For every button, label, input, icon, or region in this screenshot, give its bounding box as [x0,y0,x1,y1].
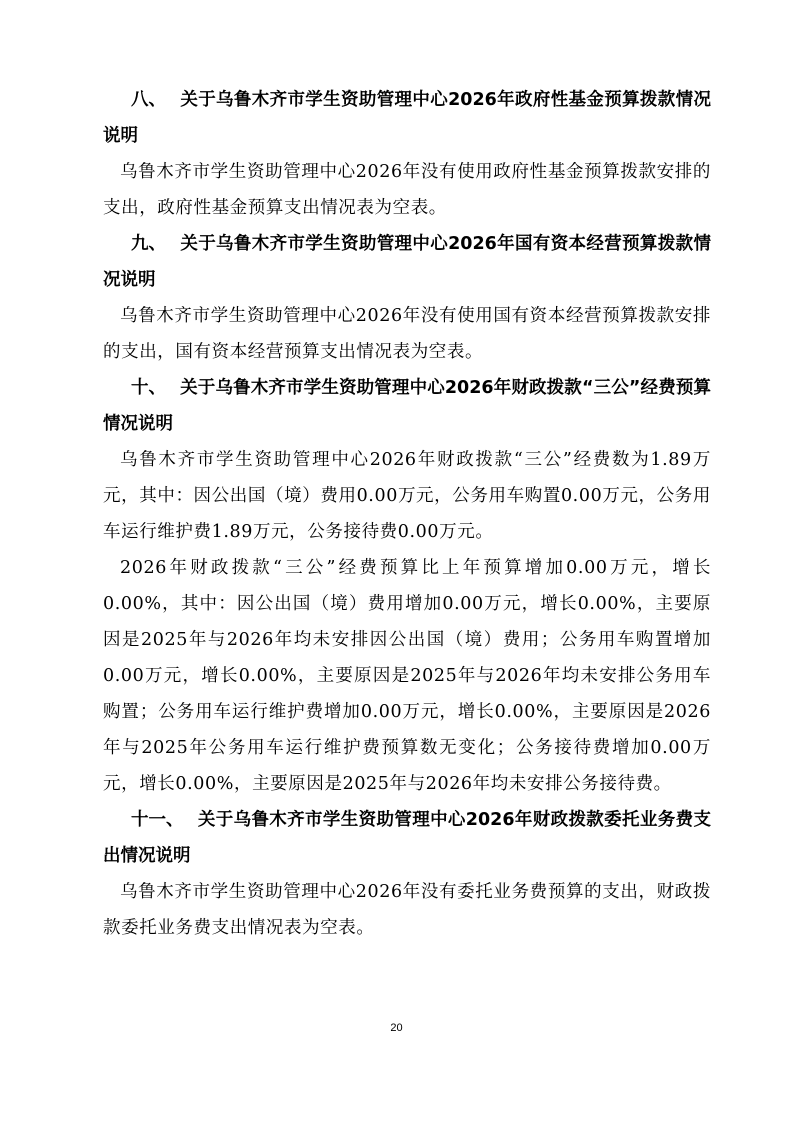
section-heading-9 [103,226,711,298]
body-paragraph: 乌鲁木齐市学生资助管理中心2026年没有使用国有资本经营预算拨款安排的支出，国有资本经营预算支出情况表为空表。 [103,306,711,362]
body-paragraph: 乌鲁木齐市学生资助管理中心2026年没有使用政府性基金预算拨款安排的支出，政府性基金预算支出情况表为空表。 [103,162,711,218]
section-title: 关于乌鲁木齐市学生资助管理中心2026年政府性基金预算拨款情况说明 [103,90,711,146]
document-body [103,82,711,946]
section-number: 八、 [131,90,166,110]
page-number: 20 [390,1022,403,1034]
body-paragraph: 乌鲁木齐市学生资助管理中心2026年财政拨款“三公”经费数为1.89万元，其中：因公出国（境）费用0.00万元，公务用车购置0.00万元，公务用车运行维护费1.89万元，公务接待费0.00万元。 [103,450,711,542]
section-heading-11 [103,802,711,874]
body-paragraph: 乌鲁木齐市学生资助管理中心2026年没有委托业务费预算的支出，财政拨款委托业务费支出情况表为空表。 [103,882,711,938]
section-number: 十一、 [131,810,184,830]
section-title: 关于乌鲁木齐市学生资助管理中心2026年国有资本经营预算拨款情况说明 [103,234,711,290]
section-number: 九、 [131,234,166,254]
section-title: 关于乌鲁木齐市学生资助管理中心2026年财政拨款“三公”经费预算情况说明 [103,378,711,434]
section-heading-8 [103,82,711,154]
section-title: 关于乌鲁木齐市学生资助管理中心2026年财政拨款委托业务费支出情况说明 [103,810,711,866]
section-number: 十、 [131,378,166,398]
section-heading-10 [103,370,711,442]
body-paragraph: 2026年财政拨款“三公”经费预算比上年预算增加0.00万元，增长0.00%，其中：因公出国（境）费用增加0.00万元，增长0.00%，主要原因是2025年与2026年均未安排因公出国（境）费用；公务用车购置增加0.00万元，增长0.00%，主要原因是2025年与2026年均未安排公务用车购置；公务用车运行维护费增加0.00万元，增长0.00%，主要原因是2026年与2025年公务用车运行维护费预算数无变化；公务接待费增加0.00万元，增长0.00%，主要原因是2025年与2026年均未安排公务接待费。 [103,558,711,794]
